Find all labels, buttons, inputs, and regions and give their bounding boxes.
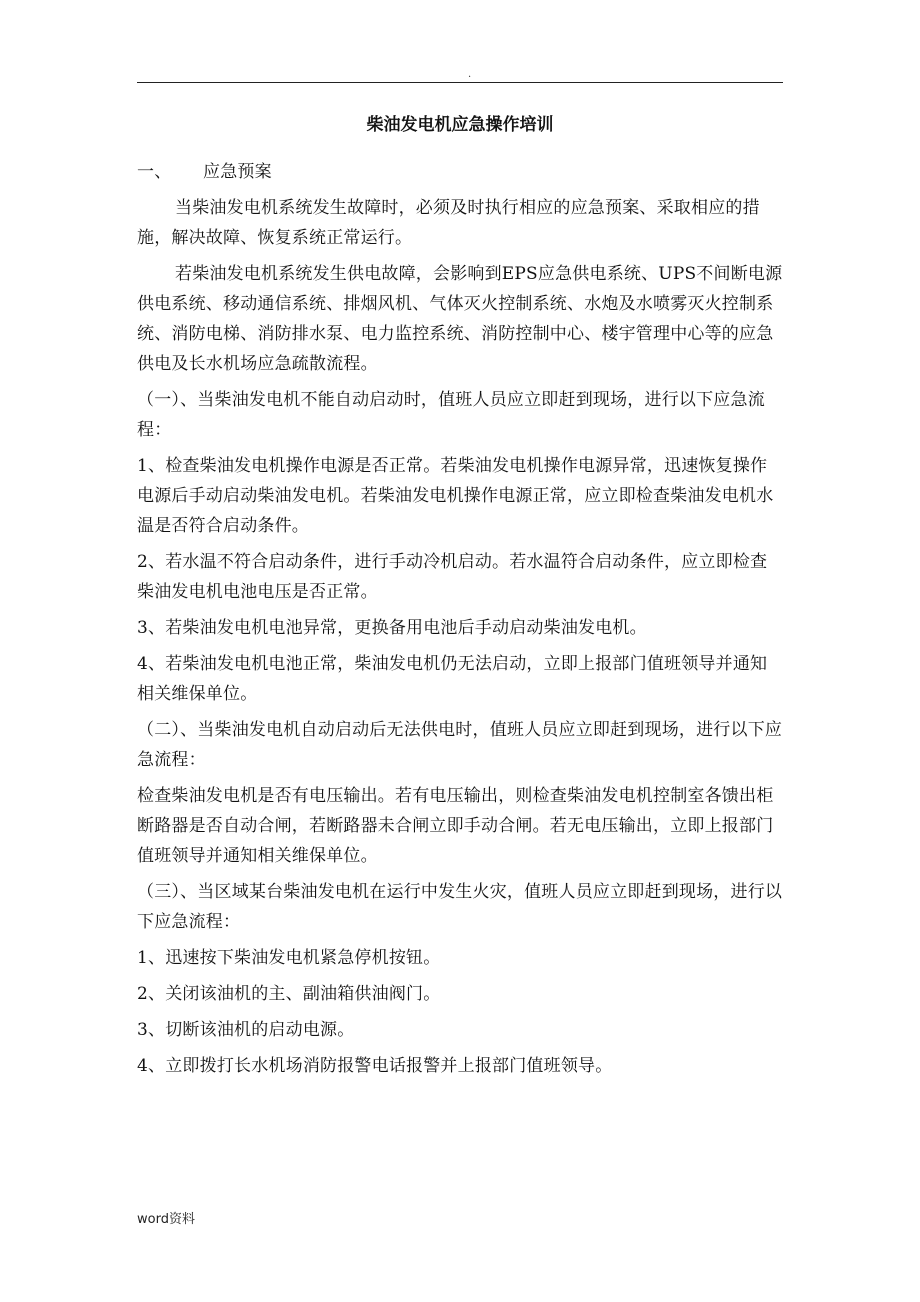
case3-step-3: 3、切断该油机的启动电源。 xyxy=(137,1020,355,1040)
document-title: 柴油发电机应急操作培训 xyxy=(366,115,554,135)
case2-text: 检查柴油发电机是否有电压输出。若有电压输出，则检查柴油发电机控制室各馈出柜断路器是否自动合闸，若断路器未合闸立即手动合闸。若无电压输出，立即上报部门值班领导并通知相关维保单位。 xyxy=(137,786,774,866)
case3-heading: （三）、当区域某台柴油发电机在运行中发生火灾，值班人员应立即赶到现场，进行以下应急流程： xyxy=(137,882,783,932)
section-heading xyxy=(137,157,783,187)
header-rule xyxy=(137,82,783,83)
footer-label: word资料 xyxy=(137,1212,195,1227)
document-body xyxy=(137,157,783,1081)
case1-step-2: 2、若水温不符合启动条件，进行手动冷机启动。若水温符合启动条件，应立即检查柴油发电机电池电压是否正常。 xyxy=(137,552,768,602)
case1-step-1: 1、检查柴油发电机操作电源是否正常。若柴油发电机操作电源异常，迅速恢复操作电源后手动启动柴油发电机。若柴油发电机操作电源正常，应立即检查柴油发电机水温是否符合启动条件。 xyxy=(137,456,774,536)
intro-paragraph-1: 当柴油发电机系统发生故障时，必须及时执行相应的应急预案、采取相应的措施，解决故障、恢复系统正常运行。 xyxy=(137,198,760,248)
section-heading-text: 应急预案 xyxy=(203,162,272,182)
case1-heading: （一）、当柴油发电机不能自动启动时，值班人员应立即赶到现场，进行以下应急流程： xyxy=(137,390,765,440)
case1-step-3: 3、若柴油发电机电池异常，更换备用电池后手动启动柴油发电机。 xyxy=(137,618,647,638)
case1-step-4: 4、若柴油发电机电池正常，柴油发电机仍无法启动，立即上报部门值班领导并通知相关维保单位。 xyxy=(137,654,768,704)
case3-step-2: 2、关闭该油机的主、副油箱供油阀门。 xyxy=(137,984,441,1004)
intro-paragraph-2: 若柴油发电机系统发生供电故障，会影响到EPS应急供电系统、UPS不间断电源供电系统、移动通信系统、排烟风机、气体灭火控制系统、水炮及水喷雾灭火控制系统、消防电梯、消防排水泵、电力监控系统、消防控制中心、楼宇管理中心等的应急供电及长水机场应急疏散流程。 xyxy=(137,264,783,374)
case2-heading: （二）、当柴油发电机自动启动后无法供电时，值班人员应立即赶到现场，进行以下应急流程： xyxy=(137,720,783,770)
case3-step-4: 4、立即拨打长水机场消防报警电话报警并上报部门值班领导。 xyxy=(137,1056,613,1076)
case3-step-1: 1、迅速按下柴油发电机紧急停机按钮。 xyxy=(137,948,441,968)
section-number: 一、 xyxy=(137,162,172,182)
header-mark: . xyxy=(468,69,472,80)
